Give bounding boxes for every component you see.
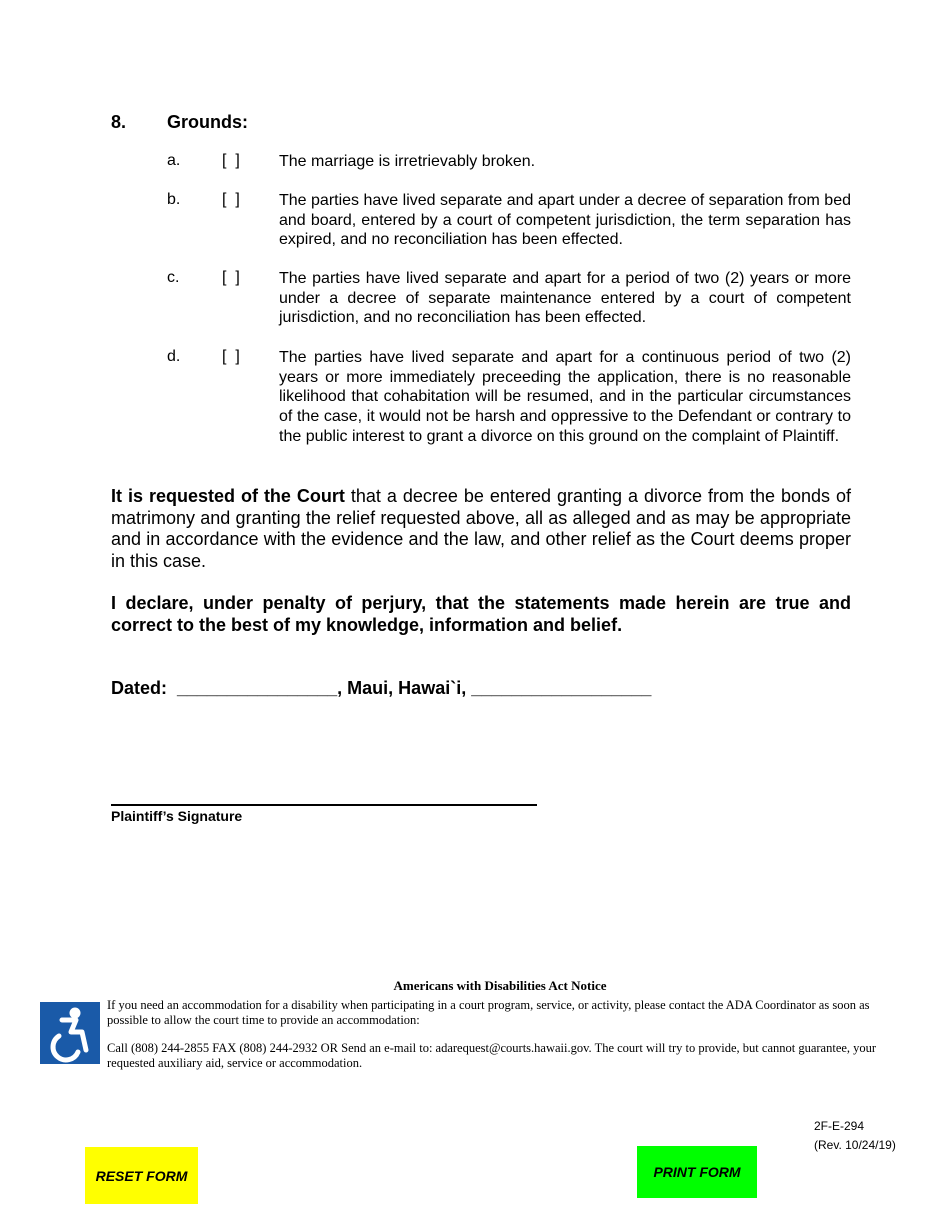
ground-c-checkbox[interactable]: [ ]	[222, 269, 240, 286]
ground-c-letter: c.	[167, 269, 180, 286]
form-number: 2F-E-294	[814, 1119, 865, 1133]
signature-line[interactable]	[111, 804, 537, 806]
ada-notice-paragraph-1: If you need an accommodation for a disability when participating in a court program, service, or activity, please contact the ADA Coordinator as soon as possible to allow the court time to provide an accommodation:	[107, 998, 870, 1027]
court-request-paragraph	[111, 486, 851, 572]
signature-label: Plaintiff’s Signature	[111, 808, 243, 824]
ground-d-letter: d.	[167, 348, 181, 365]
ground-d-checkbox[interactable]: [ ]	[222, 348, 240, 365]
ground-b-letter: b.	[167, 191, 181, 208]
ground-c-text: The parties have lived separate and apart for a period of two (2) years or more under a decree of separate maintenance entered by a court of competent jurisdiction, and no reconciliation has been effected.	[279, 270, 851, 327]
ada-notice-paragraph-2: Call (808) 244-2855 FAX (808) 244-2932 OR Send an e-mail to: adarequest@courts.hawaii.gov. The court will try to provide, but cannot guarantee, your requested auxiliary aid, service or accommodation.	[107, 1041, 877, 1070]
print-form-button[interactable]: PRINT FORM	[637, 1146, 757, 1198]
ground-b-checkbox[interactable]: [ ]	[222, 191, 240, 208]
accessibility-icon	[40, 1002, 100, 1064]
dated-line[interactable]: Dated: ________________, Maui, Hawai`i, __________________	[111, 678, 652, 698]
court-request-lead: It is requested of the Court	[111, 486, 345, 506]
ground-a-text: The marriage is irretrievably broken.	[279, 153, 536, 170]
section-number: 8.	[111, 112, 127, 132]
form-revision: (Rev. 10/24/19)	[814, 1137, 896, 1152]
perjury-declaration: I declare, under penalty of perjury, that the statements made herein are true and correct to the best of my knowledge, information and belief.	[111, 593, 851, 635]
ada-notice-title: Americans with Disabilities Act Notice	[393, 978, 607, 993]
reset-form-button[interactable]: RESET FORM	[85, 1147, 198, 1204]
ground-a-checkbox[interactable]: [ ]	[222, 152, 240, 169]
section-title: Grounds:	[167, 112, 248, 132]
ground-d-text: The parties have lived separate and apart for a continuous period of two (2) years or more immediately preceeding the application, there is no reasonable likelihood that cohabitation will be resumed, and in the particular circumstances of the case, it would not be harsh and oppressive to the Defendant or contrary to the public interest to grant a divorce on this ground on the complaint of Plaintiff.	[279, 349, 851, 445]
form-code	[814, 1117, 896, 1154]
court-request-body: that a decree be entered granting a divorce from the bonds of matrimony and granting the relief requested above, all as alleged and as may be appropriate and in accordance with the evidence and the law, and other relief as the Court deems proper in this case.	[111, 486, 851, 571]
ground-a-letter: a.	[167, 152, 181, 169]
ground-b-text: The parties have lived separate and apart under a decree of separation from bed and board, entered by a court of competent jurisdiction, the term separation has expired, and no reconciliation has been effected.	[279, 192, 851, 249]
